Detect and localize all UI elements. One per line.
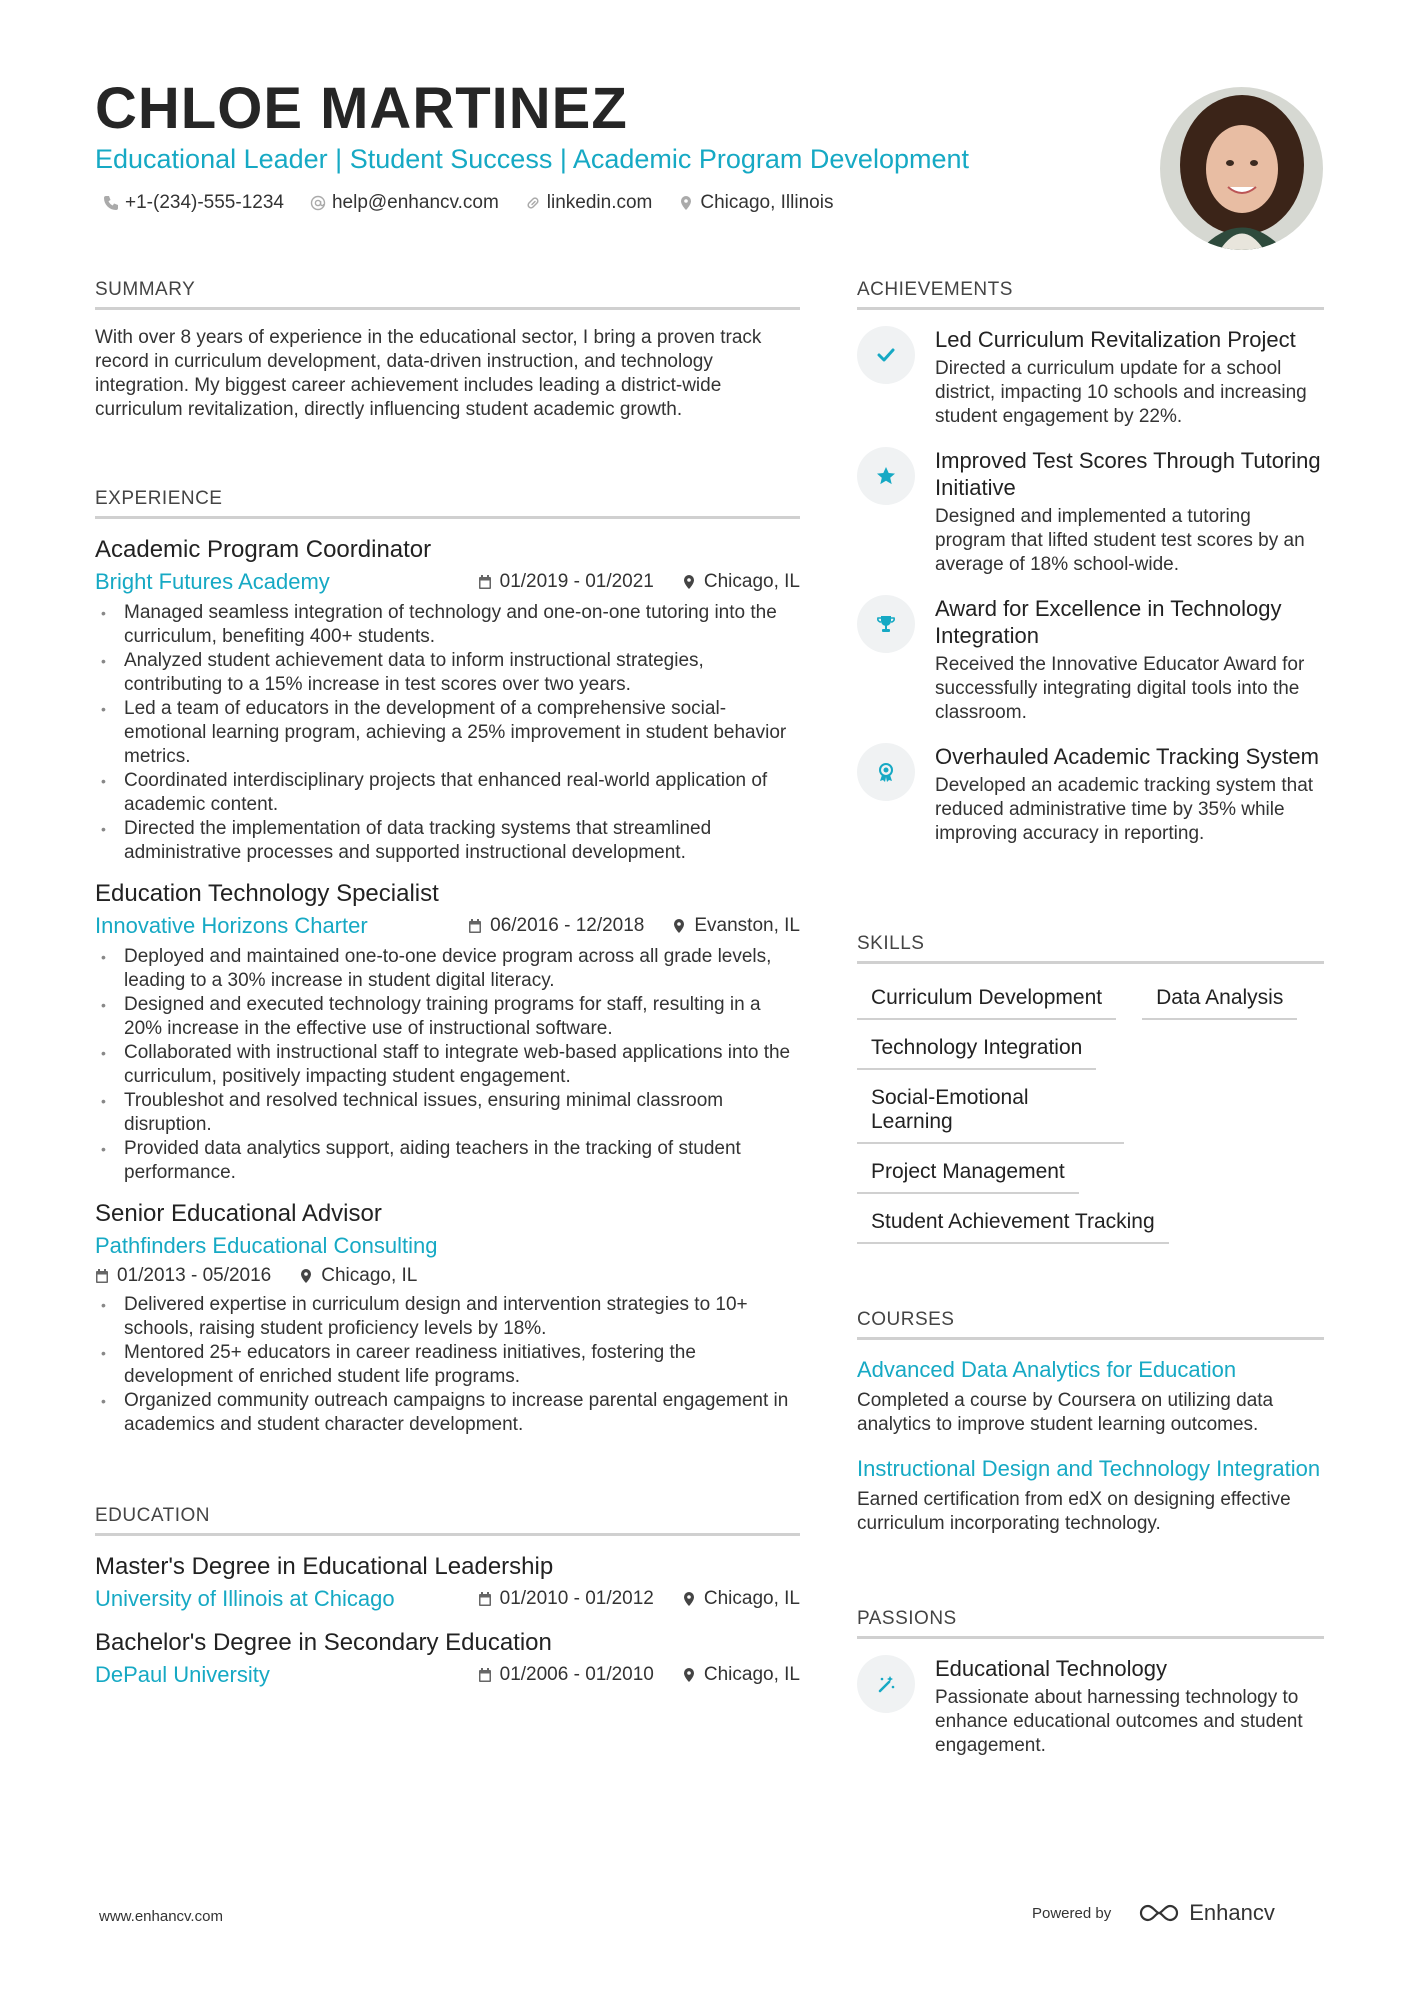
bullet-item: • Deployed and maintained one-to-one device program across all grade levels, leading to a 30% increase in student digital literacy.: [95, 945, 800, 993]
job-organization: Bright Futures Academy: [95, 569, 330, 594]
skills-heading: SKILLS: [857, 933, 1324, 964]
achievement-title: Award for Excellence in Technology Integration: [935, 596, 1282, 648]
contact-location-text: Chicago, Illinois: [700, 192, 834, 213]
job-location: Chicago, IL: [703, 571, 800, 592]
job-title: Academic Program Coordinator: [95, 536, 432, 563]
link-icon: [525, 195, 541, 211]
bullet-item: • Provided data analytics support, aiding teachers in the tracking of student performance.: [95, 1137, 800, 1185]
job-entry: [95, 535, 800, 865]
achievement-item: [857, 595, 1324, 725]
skill-tag: Social-Emotional Learning: [857, 1078, 1124, 1144]
star-icon: [875, 465, 897, 487]
education-section: [95, 1505, 800, 1688]
bullet-item: • Delivered expertise in curriculum design and intervention strategies to 10+ schools, raising student proficiency levels by 18%.: [95, 1293, 800, 1341]
experience-section: [95, 488, 800, 1437]
courses-heading: COURSES: [857, 1309, 1324, 1340]
phone-icon: [103, 195, 119, 211]
education-location: Chicago, IL: [703, 1588, 800, 1609]
candidate-name: CHLOE MARTINEZ: [95, 76, 628, 141]
passion-item: [857, 1655, 1324, 1758]
summary-heading: SUMMARY: [95, 279, 800, 310]
bullet-item: • Mentored 25+ educators in career readiness initiatives, fostering the development of enriched student life programs.: [95, 1341, 800, 1389]
location-icon: [672, 918, 686, 934]
contact-email[interactable]: [310, 192, 499, 214]
course-item: [857, 1455, 1324, 1536]
skills-section: [857, 933, 1324, 1252]
education-heading: EDUCATION: [95, 1505, 800, 1536]
job-dates: 06/2016 - 12/2018: [490, 915, 645, 936]
achievement-description: Directed a curriculum update for a school district, impacting 10 schools and increasing student engagement by 22%.: [935, 358, 1307, 427]
bullet-item: • Directed the implementation of data tracking systems that streamlined administrative processes and supported instructional development.: [95, 817, 800, 865]
school-name: University of Illinois at Chicago: [95, 1586, 395, 1611]
degree-title: Bachelor's Degree in Secondary Education: [95, 1629, 552, 1656]
course-title: Instructional Design and Technology Integration: [857, 1456, 1321, 1481]
education-entry: [95, 1628, 800, 1688]
achievements-heading: ACHIEVEMENTS: [857, 279, 1324, 310]
school-name: DePaul University: [95, 1662, 270, 1687]
education-entry: [95, 1552, 800, 1612]
passion-title: Educational Technology: [935, 1656, 1167, 1681]
calendar-icon: [478, 1667, 492, 1683]
job-bullets: [95, 945, 800, 1185]
experience-heading: EXPERIENCE: [95, 488, 800, 519]
enhancv-logo[interactable]: [1137, 1900, 1275, 1926]
contact-phone-text: +1-(234)-555-1234: [125, 192, 284, 213]
summary-text: With over 8 years of experience in the educational sector, I bring a proven track record in curriculum development, data-driven instruction, and technology integration. My biggest career achievement includes leading a district-wide curriculum revitalization, directly influencing student academic growth.: [95, 327, 762, 420]
at-icon: [310, 195, 326, 211]
achievement-title: Overhauled Academic Tracking System: [935, 744, 1319, 769]
medal-icon: [875, 761, 897, 783]
course-item: [857, 1356, 1324, 1437]
calendar-icon: [478, 574, 492, 590]
bullet-item: • Designed and executed technology training programs for staff, resulting in a 20% increase in the effective use of instructional software.: [95, 993, 800, 1041]
bullet-item: • Troubleshot and resolved technical issues, ensuring minimal classroom disruption.: [95, 1089, 800, 1137]
job-location: Chicago, IL: [321, 1265, 418, 1286]
skill-tag: Student Achievement Tracking: [857, 1202, 1169, 1244]
contact-location: [678, 192, 833, 214]
footer-powered-by: [1032, 1900, 1275, 1926]
skill-tag: Technology Integration: [857, 1028, 1096, 1070]
bullet-item: • Analyzed student achievement data to inform instructional strategies, contributing to a 15% increase in test scores over two years.: [95, 649, 800, 697]
course-description: Completed a course by Coursera on utilizing data analytics to improve student learning outcomes.: [857, 1390, 1274, 1435]
candidate-tagline: Educational Leader | Student Success | Academic Program Development: [95, 144, 970, 174]
location-icon: [678, 195, 694, 211]
passions-section: [857, 1608, 1324, 1758]
job-organization: Pathfinders Educational Consulting: [95, 1233, 438, 1258]
location-icon: [682, 1591, 696, 1607]
job-entry: [95, 1199, 800, 1437]
calendar-icon: [468, 918, 482, 934]
passions-heading: PASSIONS: [857, 1608, 1324, 1639]
job-dates: 01/2019 - 01/2021: [499, 571, 654, 592]
job-bullets: [95, 601, 800, 865]
achievements-section: [857, 279, 1324, 846]
summary-section: [95, 279, 800, 422]
brand-name: Enhancv: [1189, 1900, 1275, 1925]
skill-tag: Data Analysis: [1142, 978, 1297, 1020]
bullet-item: • Coordinated interdisciplinary projects that enhanced real-world application of academic content.: [95, 769, 800, 817]
profile-photo: [1160, 87, 1323, 250]
course-title: Advanced Data Analytics for Education: [857, 1357, 1237, 1382]
degree-title: Master's Degree in Educational Leadership: [95, 1553, 554, 1580]
bullet-item: • Collaborated with instructional staff to integrate web-based applications into the curriculum, positively impacting student engagement.: [95, 1041, 800, 1089]
job-bullets: [95, 1293, 800, 1437]
location-icon: [682, 574, 696, 590]
education-dates: 01/2006 - 01/2010: [499, 1664, 654, 1685]
job-title: Education Technology Specialist: [95, 880, 439, 907]
achievement-title: Improved Test Scores Through Tutoring Initiative: [935, 448, 1321, 500]
calendar-icon: [95, 1268, 109, 1284]
calendar-icon: [478, 1591, 492, 1607]
checkmark-icon: [875, 344, 897, 366]
passion-description: Passionate about harnessing technology to enhance educational outcomes and student engagement.: [935, 1687, 1303, 1756]
contact-email-text: help@enhancv.com: [331, 192, 499, 213]
magic-wand-icon: [875, 1673, 897, 1695]
achievement-description: Received the Innovative Educator Award for successfully integrating digital tools into the classroom.: [935, 654, 1305, 723]
skill-tag: Curriculum Development: [857, 978, 1116, 1020]
contact-linkedin[interactable]: [525, 192, 653, 214]
achievement-description: Designed and implemented a tutoring program that lifted student test scores by an average of 18% school-wide.: [935, 506, 1305, 575]
achievement-title: Led Curriculum Revitalization Project: [935, 327, 1296, 352]
contact-bar: [103, 192, 833, 214]
powered-by-label: Powered by: [1032, 1904, 1112, 1922]
job-title: Senior Educational Advisor: [95, 1200, 382, 1227]
footer-website[interactable]: www.enhancv.com: [99, 1908, 223, 1925]
job-organization: Innovative Horizons Charter: [95, 913, 368, 938]
course-description: Earned certification from edX on designing effective curriculum incorporating technology.: [857, 1489, 1291, 1534]
courses-section: [857, 1309, 1324, 1536]
job-entry: [95, 879, 800, 1185]
bullet-item: • Led a team of educators in the development of a comprehensive social-emotional learning program, achieving a 25% improvement in student behavior metrics.: [95, 697, 800, 769]
bullet-item: • Managed seamless integration of technology and one-on-one tutoring into the curriculum, benefiting 400+ students.: [95, 601, 800, 649]
infinity-logo-icon: [1137, 1902, 1181, 1924]
skill-tag: Project Management: [857, 1152, 1079, 1194]
job-location: Evanston, IL: [694, 915, 800, 936]
education-dates: 01/2010 - 01/2012: [499, 1588, 654, 1609]
achievement-description: Developed an academic tracking system that reduced administrative time by 35% while improving accuracy in reporting.: [935, 775, 1314, 844]
achievement-item: [857, 447, 1324, 577]
location-icon: [682, 1667, 696, 1683]
location-icon: [299, 1268, 313, 1284]
job-dates: 01/2013 - 05/2016: [117, 1265, 272, 1286]
contact-phone[interactable]: [103, 192, 284, 214]
contact-linkedin-text: linkedin.com: [546, 192, 653, 213]
education-location: Chicago, IL: [703, 1664, 800, 1685]
trophy-icon: [875, 613, 897, 635]
bullet-item: • Organized community outreach campaigns to increase parental engagement in academics and student character development.: [95, 1389, 800, 1437]
achievement-item: [857, 743, 1324, 846]
achievement-item: [857, 326, 1324, 429]
